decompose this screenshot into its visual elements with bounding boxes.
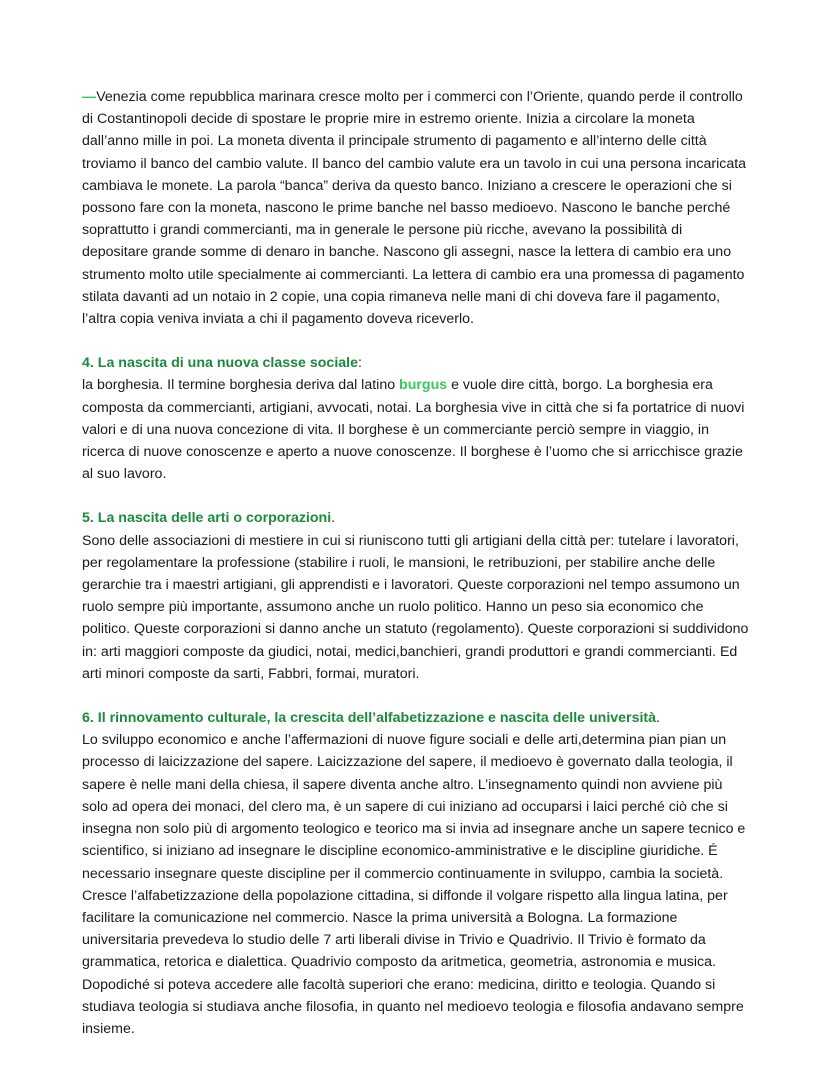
section-4-highlight-term: burgus xyxy=(399,377,448,394)
section-5-text: Sono delle associazioni di mestiere in cui si riuniscono tutti gli artigiani della città per: tutelare i lavoratori, per regolamentare la professione (stabilire i ruoli, le mansioni, le retribuzioni, per stabilire anche delle gerarchie tra i maestri artigiani, gli apprendisti e i lavoratori. Queste corporazioni nel tempo assumono un ruolo sempre più importante, assumono anche un ruolo politico. Hanno un peso sia economico che politico. Queste corporazioni si danno anche un statuto (regolamento). Queste corporazioni si suddividono in: arti maggiori composte da giudici, notai, medici,banchieri, grandi produttori e grandi commercianti. Ed arti minori composte da sarti, Fabbri, formai, muratori. xyxy=(82,532,749,682)
section-4 xyxy=(82,352,750,485)
section-6-heading-suffix: . xyxy=(656,710,660,727)
spacer xyxy=(82,485,750,507)
section-5 xyxy=(82,507,750,685)
intro-dash: — xyxy=(82,89,97,105)
spacer xyxy=(82,330,750,352)
section-4-heading-suffix: : xyxy=(358,355,362,372)
section-4-text-before: la borghesia. Il termine borghesia deriva dal latino xyxy=(82,377,400,394)
section-6-text: Lo sviluppo economico e anche l’affermazioni di nuove figure sociali e delle arti,determina pian pian un processo di laicizzazione del sapere. Laicizzazione del sapere, il medioevo è governato dalla teologia, il sapere è nelle mani della chiesa, il sapere diventa anche altro. L’insegnamento quindi non avviene più solo ad opera dei monaci, del clero ma, è un sapere di cui iniziano ad occuparsi i laici perché ciò che si insegna non solo più di argomento teologico e teorico ma si invia ad insegnare anche un sapere tecnico e scientifico, si iniziano ad insegnare le discipline economico-amministrative e le discipline giuridiche. É necessario insegnare queste discipline per il commercio continuamente in sviluppo, cambia la società. Cresce l’alfabetizzazione della popolazione cittadina, si diffonde il volgare rispetto alla lingua latina, per facilitare la comunicazione nel commercio. Nasce la prima università a Bologna. La formazione universitaria prevedeva lo studio delle 7 arti liberali divise in Trivio e Quadrivio. Il Trivio è formato da grammatica, retorica e dialettica. Quadrivio composto da aritmetica, geometria, astronomia e musica. Dopodiché si poteva accedere alle facoltà superiori che erano: medicina, diritto e teologia. Quando si studiava teologia si studiava anche filosofia, in quanto nel medioevo teologia e filosofia andavano sempre insieme. xyxy=(82,732,746,1037)
section-5-heading-suffix: . xyxy=(331,510,336,527)
intro-text: Venezia come repubblica marinara cresce molto per i commerci con l’Oriente, quando perde il controllo di Costantinopoli decide di spostare le proprie mire in estremo oriente. Inizia a circolare la moneta dall’anno mille in poi. La moneta diventa il principale strumento di pagamento e all’interno delle città troviamo il banco del cambio valute. Il banco del cambio valute era un tavolo in cui una persona incaricata cambiava le monete. La parola “banca” deriva da questo banco. Iniziano a crescere le operazioni che si possono fare con la moneta, nascono le prime banche nel basso medioevo. Nascono le banche perché soprattutto i grandi commercianti, ma in generale le persone più ricche, avevano la possibilità di depositare grande somme di denaro in banche. Nascono gli assegni, nasce la lettera di cambio era uno strumento molto utile specialmente ai commercianti. La lettera di cambio era una promessa di pagamento stilata davanti ad un notaio in 2 copie, una copia rimaneva nelle mani di chi doveva fare il pagamento, l’altra copia veniva inviata a chi il pagamento doveva riceverlo. xyxy=(82,89,747,328)
section-5-heading: 5. La nascita delle arti o corporazioni xyxy=(82,510,332,527)
section-4-text-after: e vuole dire città, borgo. La borghesia era composta da commercianti, artigiani, avvocati, notai. La borghesia vive in città che si fa portatrice di nuovi valori e di una nuova concezione di vita. Il borghese è un commerciante perciò sempre in viaggio, in ricerca di nuove conoscenze e aperto a nuove conoscenze. Il borghese è l’uomo che si arricchisce grazie al suo lavoro. xyxy=(82,377,745,483)
section-4-heading: 4. La nascita di una nuova classe sociale xyxy=(82,355,358,372)
section-6 xyxy=(82,707,750,1040)
document-page xyxy=(82,86,750,1040)
intro-paragraph xyxy=(82,86,750,330)
spacer xyxy=(82,685,750,707)
section-6-heading: 6. Il rinnovamento culturale, la crescita dell’alfabetizzazione e nascita delle università xyxy=(82,710,657,727)
